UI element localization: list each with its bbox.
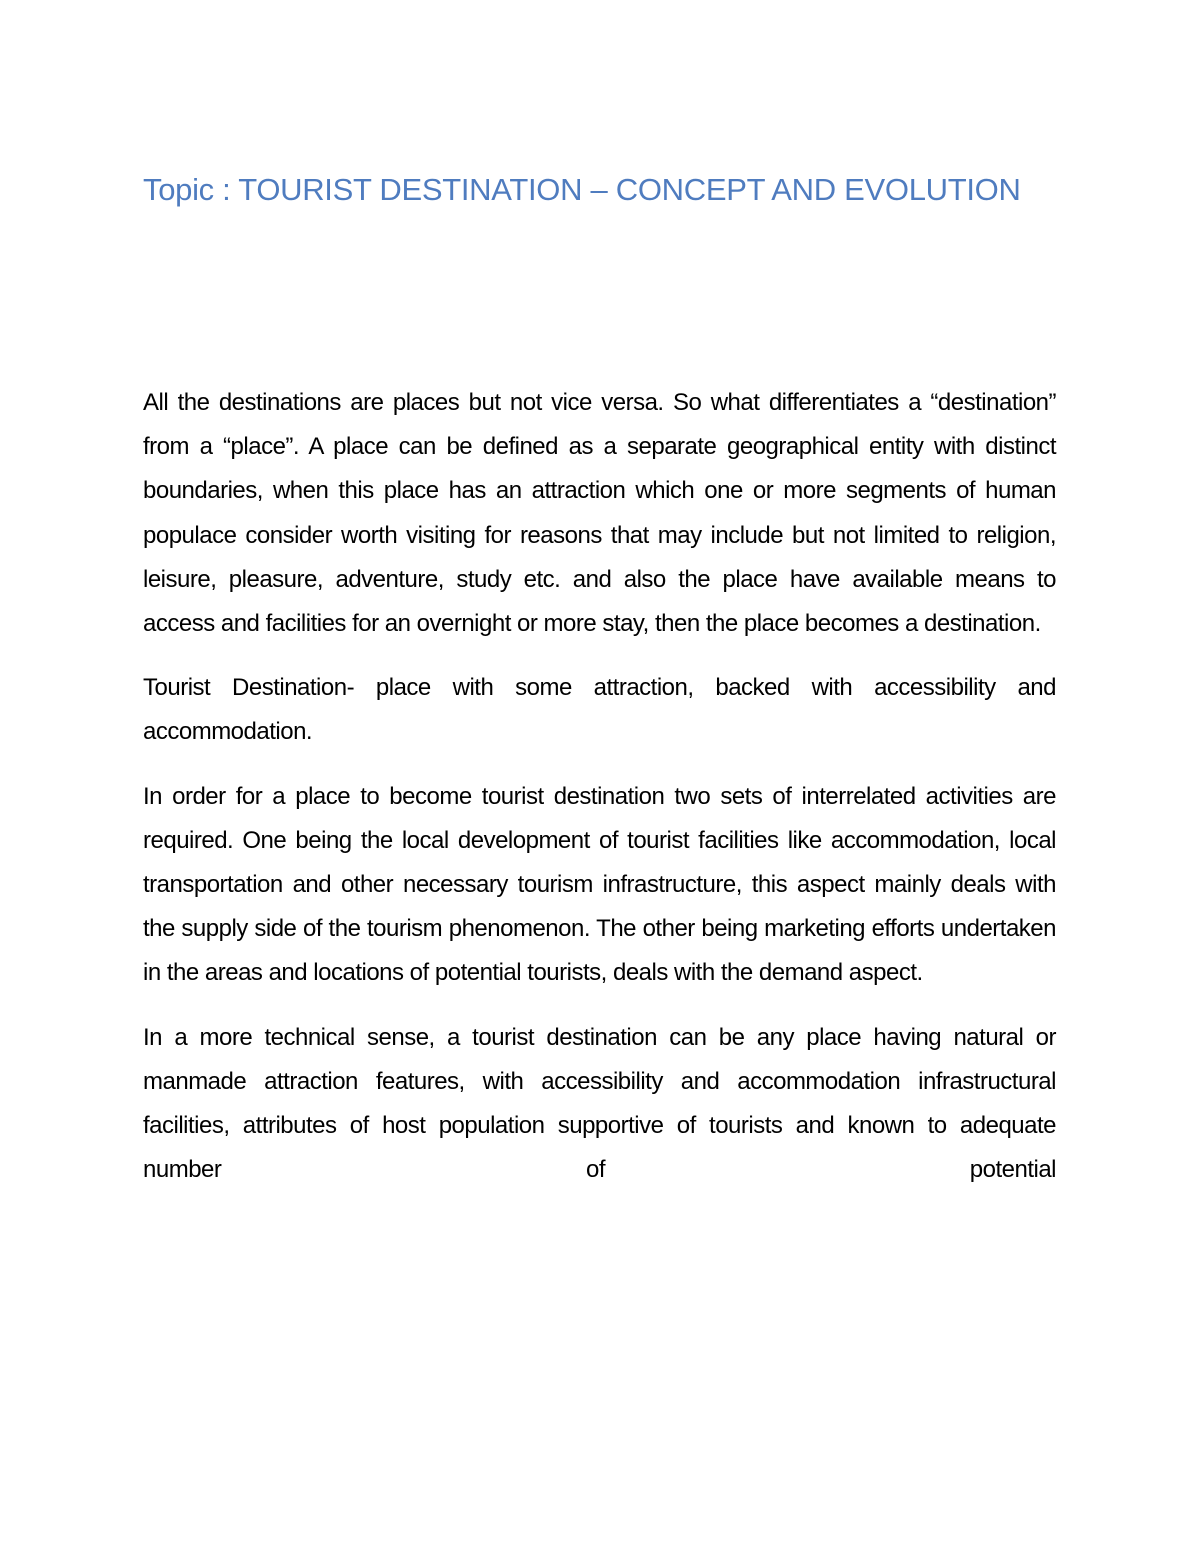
paragraph-place-vs-destination: All the destinations are places but not vice versa. So what differentiates a “destination” from a “place”. A place can be defined as a separate geographical entity with distinct boundaries, when this place has an attraction which one or more segments of human populace consider worth visiting for reasons that may include but not limited to religion, leisure, pleasure, adventure, study etc. and also the place have available means to access and facilities for an overnight or more stay, then the place becomes a destination. <box>143 389 1056 638</box>
document-body <box>143 381 1056 1192</box>
paragraph-technical-sense: In a more technical sense, a tourist destination can be any place having natural or manmade attraction features, with accessibility and accommodation infrastructural facilities, attributes of host population supportive of tourists and known to adequate number of potential <box>143 1023 1056 1184</box>
document-content <box>143 163 1056 1212</box>
page-title: Topic : TOURIST DESTINATION – CONCEPT AND EVOLUTION <box>143 172 1021 207</box>
paragraph-interrelated-activities: In order for a place to become tourist destination two sets of interrelated activities are required. One being the local development of tourist facilities like accommodation, local transportation and other necessary tourism infrastructure, this aspect mainly deals with the supply side of the tourism phenomenon. The other being marketing efforts undertaken in the areas and locations of potential tourists, deals with the demand aspect. <box>143 782 1056 987</box>
paragraph-tourist-destination-definition: Tourist Destination- place with some attraction, backed with accessibility and accommodation. <box>143 674 1056 746</box>
